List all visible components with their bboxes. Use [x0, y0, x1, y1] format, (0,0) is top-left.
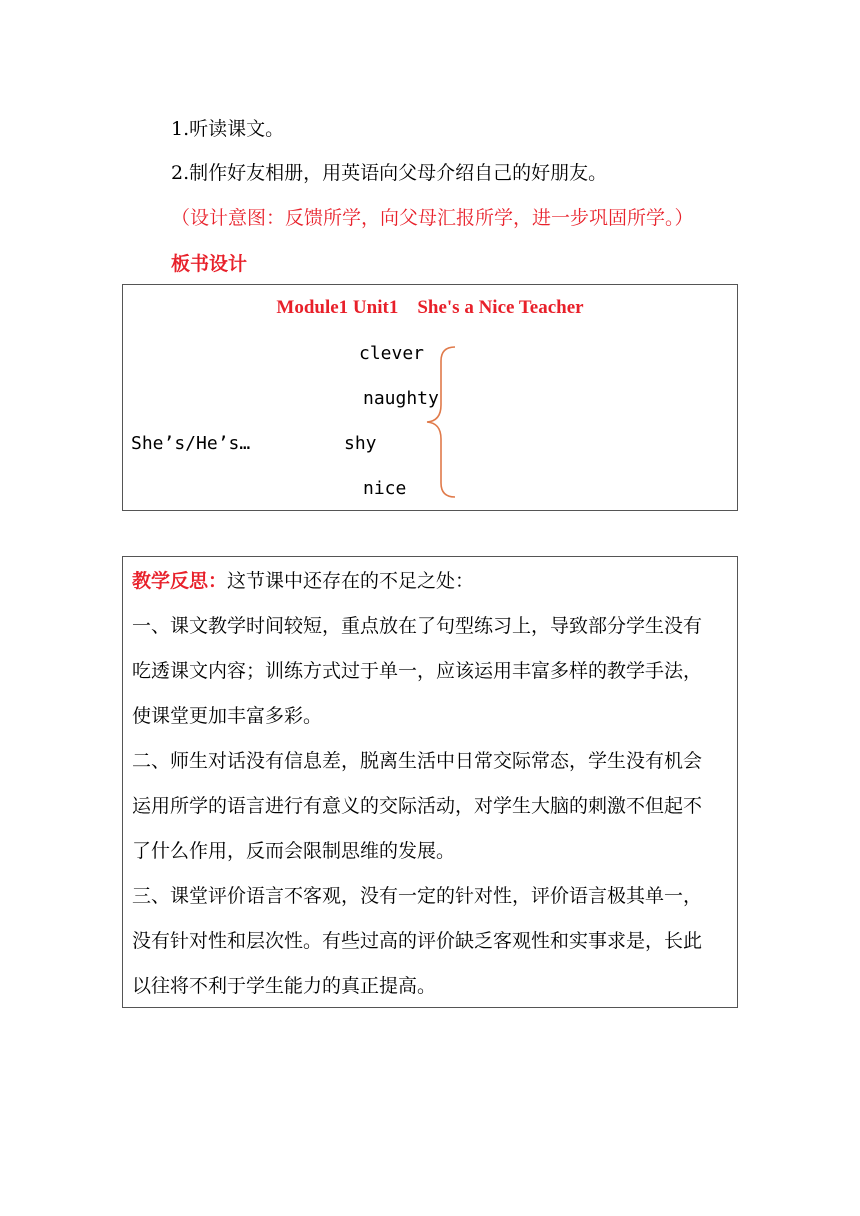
reflection-intro: 这节课中还存在的不足之处：	[227, 570, 475, 592]
reflection-line: 使课堂更加丰富多彩。	[132, 705, 323, 727]
board-adjective-shy: shy	[344, 433, 377, 454]
reflection-box	[122, 556, 738, 1008]
curly-brace	[419, 345, 463, 499]
board-adjective-clever: clever	[359, 343, 425, 364]
reflection-line: 吃透课文内容；训练方式过于单一，应该运用丰富多样的教学手法，	[132, 660, 703, 682]
reflection-line: 没有针对性和层次性。有些过高的评价缺乏客观性和实事求是，长此	[132, 930, 703, 952]
reflection-line: 了什么作用，反而会限制思维的发展。	[132, 840, 456, 862]
reflection-line: 运用所学的语言进行有意义的交际活动，对学生大脑的刺激不但起不	[132, 795, 703, 817]
reflection-header	[132, 569, 729, 593]
board-adjective-naughty: naughty	[363, 388, 439, 409]
board-adjective-nice: nice	[363, 478, 407, 499]
reflection-line: 三、课堂评价语言不客观，没有一定的针对性，评价语言极其单一，	[132, 885, 703, 907]
board-design-box	[122, 284, 738, 511]
board-title: Module1 Unit1 She's a Nice Teacher	[276, 297, 584, 318]
homework-item-1: 1.听读课文。	[171, 118, 285, 140]
reflection-line: 以往将不利于学生能力的真正提高。	[132, 975, 437, 997]
board-subject: She’s/He’s…	[131, 433, 251, 454]
reflection-line: 一、课文教学时间较短，重点放在了句型练习上，导致部分学生没有	[132, 615, 703, 637]
board-design-heading: 板书设计	[171, 253, 248, 275]
reflection-label: 教学反思：	[132, 570, 228, 592]
reflection-line: 二、师生对话没有信息差，脱离生活中日常交际常态，学生没有机会	[132, 750, 703, 772]
homework-item-2: 2.制作好友相册，用英语向父母介绍自己的好朋友。	[171, 162, 608, 184]
design-intent: （设计意图：反馈所学，向父母汇报所学，进一步巩固所学。）	[171, 207, 694, 229]
